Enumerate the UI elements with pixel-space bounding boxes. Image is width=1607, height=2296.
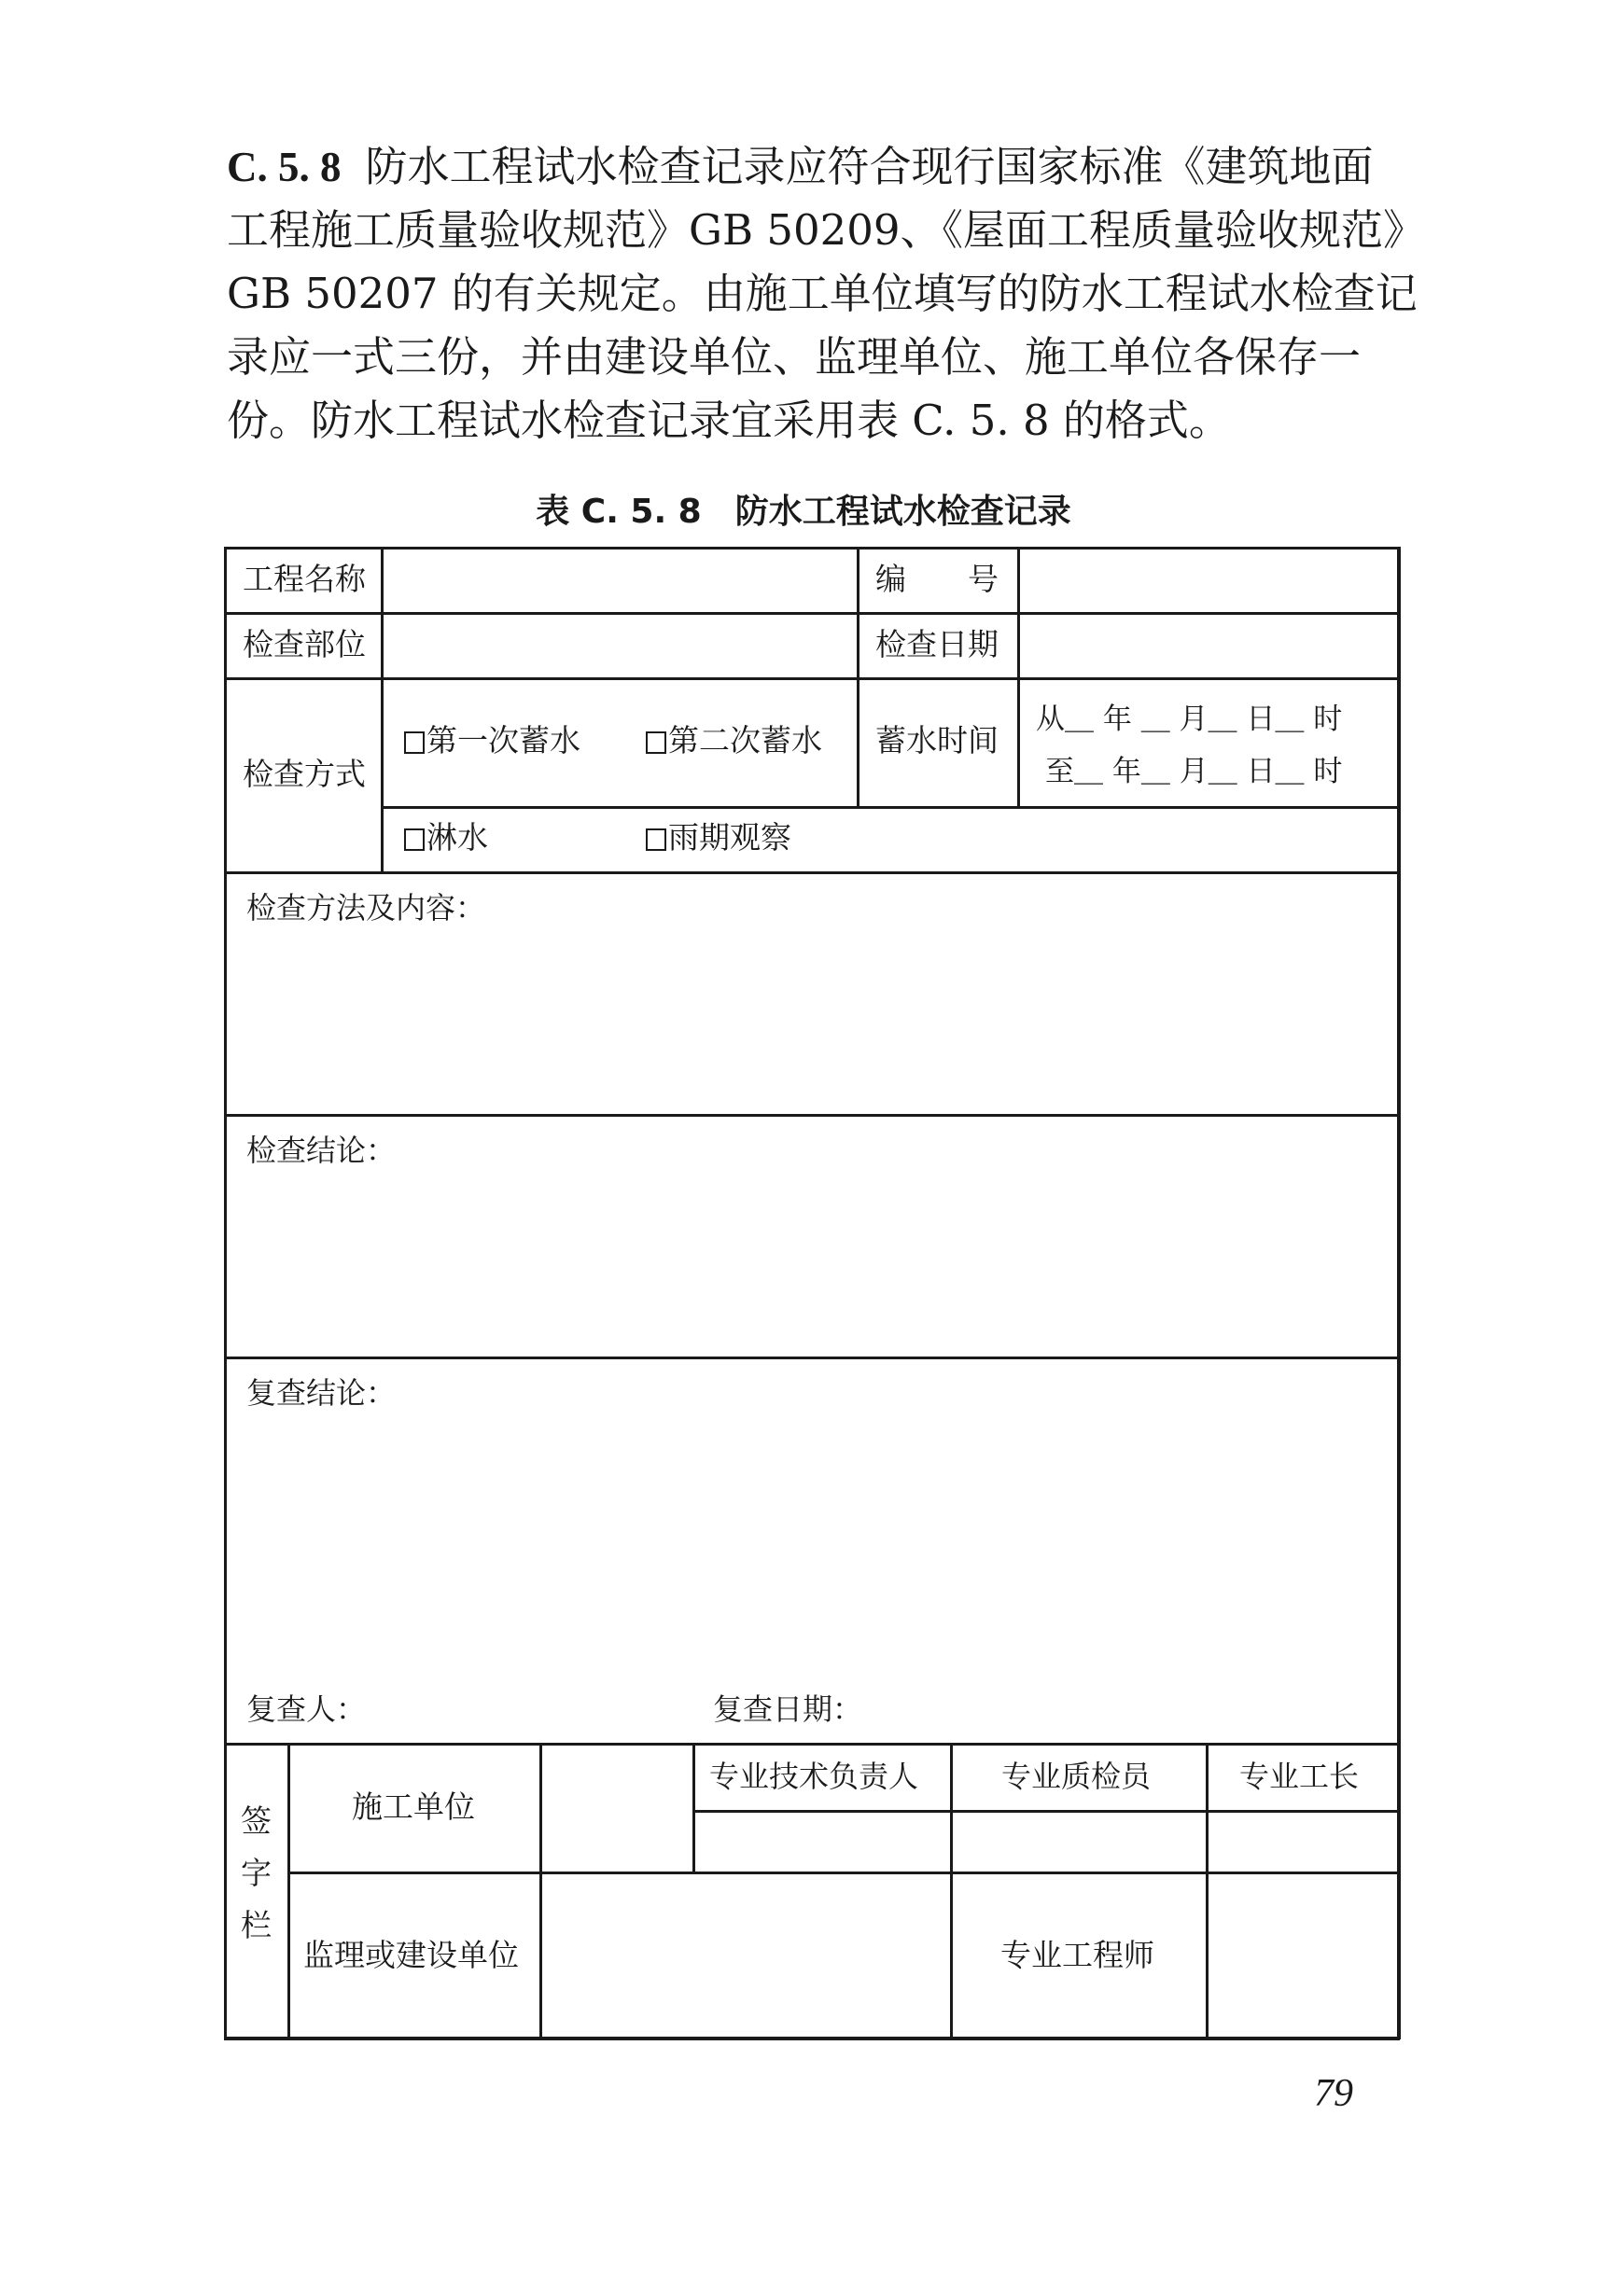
rule-v-sign — [287, 1743, 290, 2039]
storage-time-to: 至＿ 年＿ 月＿ 日＿ 时 — [1045, 755, 1343, 788]
option-spray[interactable] — [404, 819, 488, 856]
label-recheck-date: 复查日期： — [713, 1691, 863, 1727]
rule-v-tech — [692, 1743, 695, 1872]
table-caption — [0, 485, 1607, 533]
label-recheck-conclusion: 复查结论： — [246, 1375, 397, 1411]
option-first-label: 第一次蓄水 — [426, 722, 580, 758]
border-left — [224, 547, 227, 2039]
para-line-5: 份。防水工程试水检查记录宜采用表 C. 5. 8 的格式。 — [227, 396, 1231, 445]
inspection-record-form — [224, 547, 1400, 2039]
label-storage-time: 蓄水时间 — [875, 722, 999, 758]
checkbox-icon — [404, 731, 425, 754]
rule-v-unit — [539, 1743, 542, 2039]
checkbox-icon — [646, 731, 666, 754]
checkbox-icon — [646, 828, 666, 851]
rule-recheck — [224, 1743, 1400, 1746]
label-serial-no: 编 号 — [875, 561, 999, 597]
table-number: 表 C. 5. 8 — [536, 493, 702, 531]
clause-number: C. 5. 8 — [227, 144, 342, 190]
rule-row4 — [224, 871, 1400, 874]
rule-sign-mid — [287, 1872, 1400, 1874]
intro-paragraph — [227, 135, 1425, 452]
sign-col-char-3: 栏 — [241, 1907, 272, 1943]
sign-col-char-2: 字 — [241, 1855, 272, 1891]
rule-method — [224, 1114, 1400, 1117]
label-project-name: 工程名称 — [243, 561, 366, 597]
rule-conclusion — [224, 1357, 1400, 1359]
label-supervision-unit: 监理或建设单位 — [303, 1937, 519, 1973]
para-text-1: 防水工程试水检查记录应符合现行国家标准《建筑地面 — [365, 142, 1374, 191]
label-inspect-mode: 检查方式 — [243, 756, 366, 792]
option-second-label: 第二次蓄水 — [668, 722, 822, 758]
label-tech-lead: 专业技术负责人 — [709, 1759, 919, 1794]
label-quality-inspector: 专业质检员 — [1001, 1759, 1152, 1794]
label-method-content: 检查方法及内容： — [246, 890, 486, 925]
option-first-storage[interactable] — [404, 722, 580, 759]
storage-time-from: 从＿ 年 ＿ 月＿ 日＿ 时 — [1036, 703, 1343, 736]
checkbox-icon — [404, 828, 425, 851]
label-foreman: 专业工长 — [1239, 1759, 1360, 1794]
rule-v-label — [381, 547, 384, 871]
option-spray-label: 淋水 — [426, 819, 488, 856]
label-conclusion: 检查结论： — [246, 1133, 397, 1168]
border-top — [224, 547, 1400, 550]
option-rain-label: 雨期观察 — [668, 819, 791, 856]
para-line-4: 录应一式三份，并由建设单位、监理单位、施工单位各保存一 — [227, 332, 1362, 382]
para-line-3: GB 50207 的有关规定。由施工单位填写的防水工程试水检查记 — [227, 269, 1418, 318]
rule-row3 — [381, 806, 1400, 809]
page-number: 79 — [1314, 2072, 1353, 2115]
label-construction-unit: 施工单位 — [352, 1788, 475, 1825]
label-inspect-date: 检查日期 — [875, 626, 999, 662]
rule-v-qc — [950, 1743, 953, 2039]
rule-sign-sub — [692, 1810, 1400, 1813]
rule-v-mid2 — [1017, 547, 1020, 806]
sign-col-char-1: 签 — [241, 1802, 272, 1839]
option-second-storage[interactable] — [646, 722, 822, 759]
rule-v-foreman — [1206, 1743, 1209, 2039]
label-engineer: 专业工程师 — [1000, 1937, 1154, 1973]
label-rechecker: 复查人： — [246, 1691, 367, 1727]
label-inspect-part: 检查部位 — [243, 626, 366, 662]
table-title: 防水工程试水检查记录 — [734, 493, 1071, 531]
para-line-1 — [227, 135, 1400, 199]
rule-v-mid — [857, 547, 859, 806]
border-right — [1397, 547, 1401, 2039]
rule-row1 — [224, 612, 1400, 615]
para-line-2: 工程施工质量验收规范》GB 50209、《屋面工程质量验收规范》 — [227, 205, 1425, 255]
border-bottom — [224, 2037, 1400, 2040]
rule-row2 — [224, 677, 1400, 680]
option-rain[interactable] — [646, 819, 791, 856]
